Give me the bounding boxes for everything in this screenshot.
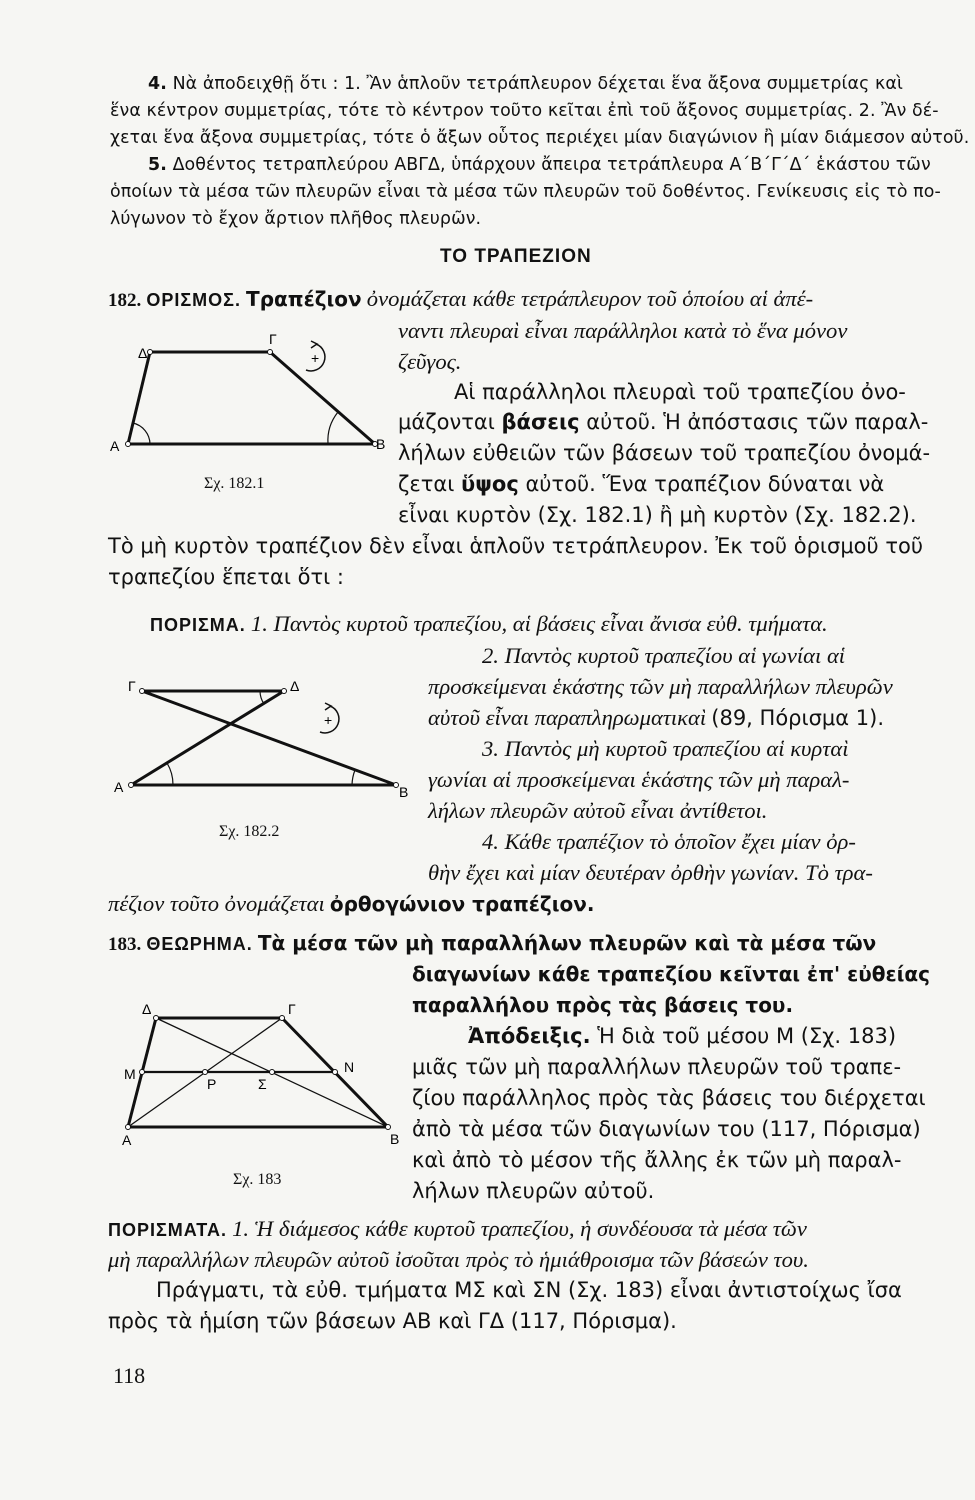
porisma-4-line-3: πέζιον τοῦτο ὀνομάζεται ὀρθογώνιον τραπέζιον. [108, 891, 595, 916]
definition-182-heading [108, 286, 813, 312]
porismata-tag: ΠΟΡΙΣΜΑΤΑ. [108, 1220, 227, 1240]
fig1-label-D: Δ [138, 345, 148, 361]
fig2-label-G: Γ [128, 678, 136, 694]
porisma-2-line-3: αὐτοῦ εἶναι παραπληρωματικαὶ (89, Πόρισμα 1). [428, 705, 885, 730]
porisma-4-line-2: θὴν ἔχει καὶ μίαν δευτέραν ὀρθὴν γωνίαν. Τὸ τρα- [428, 860, 873, 885]
section-number-182: 182. [108, 290, 142, 311]
porismata-line-1: ΠΟΡΙΣΜΑΤΑ. 1. Ἡ διάμεσος κάθε κυρτοῦ τραπεζίου, ἡ συνδέουσα τὰ μέσα τῶν [108, 1216, 807, 1241]
fig2-label-B: Β [399, 784, 409, 800]
porisma-3-line-1: 3. Παντὸς μὴ κυρτοῦ τραπεζίου αἱ κυρταὶ [482, 736, 849, 761]
fig2-angle-B [352, 770, 355, 785]
fig1-vertex-A [126, 442, 131, 447]
fig2-label-A: Α [114, 779, 124, 795]
porisma-4-line-1: 4. Κάθε τραπέζιον τὸ ὁποῖον ἔχει μίαν ὀρ- [482, 829, 856, 854]
fig2-angle-D [260, 691, 264, 704]
proof-line-6: λήλων πλευρῶν αὐτοῦ. [412, 1179, 655, 1203]
fig3-point-N [333, 1070, 338, 1075]
proof-line-2: μιᾶς τῶν μὴ παραλλήλων πλευρῶν τοῦ τραπε- [412, 1055, 902, 1079]
exercise-5-line-2: ὁποίων τὰ μέσα τῶν πλευρῶν εἶναι τὰ μέσα τῶν πλευρῶν τοῦ δοθέντος. Γενίκευσις εἰς τὸ πο- [110, 182, 941, 202]
fig3-vertex-G [280, 1016, 285, 1021]
para-182-line-6: Τὸ μὴ κυρτὸν τραπέζιον δὲν εἶναι ἁπλοῦν τετράπλευρον. Ἐκ τοῦ ὁρισμοῦ τοῦ [108, 534, 923, 558]
para-182-line-2: μάζονται βάσεις αὐτοῦ. Ἡ ἀπόστασις τῶν παραλ- [398, 410, 929, 434]
definition-text-3: ζεῦγος. [398, 349, 462, 374]
porisma-2-line-1: 2. Παντὸς κυρτοῦ τραπεζίου αἱ γωνίαι αἱ [482, 643, 846, 668]
fig3-label-B: Β [390, 1131, 400, 1147]
definition-text-1: ὀνομάζεται κάθε τετράπλευρον τοῦ ὁποίου αἱ ἀπέ- [366, 286, 814, 311]
exercise-4-line-3: χεται ἕνα ἄξονα συμμετρίας, τότε ὁ ἄξων οὗτος περιέχει μίαν διαγώνιον ἢ μίαν διάμεσον αὐτοῦ. [110, 128, 970, 148]
proof-tag: Ἀπόδειξις. [468, 1024, 591, 1048]
porisma-2-line-2: προσκείμεναι ἑκάστης τῶν μὴ παραλλήλων πλευρῶν [428, 674, 893, 699]
porismata-line-2: μὴ παραλλήλων πλευρῶν αὐτοῦ ἰσοῦται πρὸς τὸ ἡμιάθροισμα τῶν βάσεών του. [108, 1247, 809, 1272]
exercise-5-line-1: 5. Δοθέντος τετραπλεύρου ΑΒΓΔ, ὑπάρχουν ἄπειρα τετράπλευρα Α΄Β΄Γ΄Δ΄ ἑκάστου τῶν [148, 155, 931, 175]
theorem-183-line-1: 183. ΘΕΩΡΗΜΑ. Τὰ μέσα τῶν μὴ παραλλήλων πλευρῶν καὶ τὰ μέσα τῶν [108, 931, 877, 955]
figure-183 [110, 1000, 410, 1170]
theorem-tag: ΘΕΩΡΗΜΑ. [146, 934, 253, 954]
definition-text-2: ναντι πλευραὶ εἶναι παράλληλοι κατὰ τὸ ἕνα μόνον [398, 318, 848, 343]
definition-tag: ΟΡΙΣΜΟΣ. [146, 290, 241, 310]
theorem-183-line-3: παραλλήλου πρὸς τὰς βάσεις του. [412, 993, 794, 1017]
exercise-4-number: 4. [148, 74, 167, 94]
fig3-label-S: Σ [258, 1076, 267, 1092]
fig2-angle-A [167, 763, 173, 785]
fig1-side-AD [128, 352, 150, 444]
exercise-4-line-1: 4. Νὰ ἀποδειχθῇ ὅτι : 1. Ἂν ἁπλοῦν τετράπλευρον δέχεται ἕνα ἄξονα συμμετρίας καὶ [148, 74, 903, 94]
proof-line-3: ζίου παράλληλος πρὸς τὰς βάσεις του διέρχεται [412, 1086, 926, 1110]
fig2-vertex-D [282, 689, 287, 694]
para-182-line-1: Αἱ παράλληλοι πλευραὶ τοῦ τραπεζίου ὀνο- [454, 380, 906, 404]
fig-182-1-caption: Σχ. 182.1 [204, 475, 265, 492]
porisma-line-1: ΠΟΡΙΣΜΑ. 1. Παντὸς κυρτοῦ τραπεζίου, αἱ βάσεις εἶναι ἄνισα εὐθ. τμήματα. [150, 611, 828, 636]
term-ypsos: ὕψος [461, 472, 519, 496]
exercise-5-number: 5. [148, 155, 167, 175]
fig3-label-N: Ν [344, 1059, 355, 1075]
fig3-vertex-B [386, 1125, 391, 1130]
porisma-tag: ΠΟΡΙΣΜΑ. [150, 615, 246, 635]
fig1-label-G: Γ [269, 331, 277, 347]
fig3-point-M [140, 1070, 145, 1075]
para-182-line-5: εἶναι κυρτὸν (Σχ. 182.1) ἢ μὴ κυρτὸν (Σχ. 182.2). [398, 503, 917, 527]
exercise-5-line-3: λύγωνον τὸ ἔχον ἄρτιον πλῆθος πλευρῶν. [110, 209, 482, 229]
section-number-183: 183. [108, 934, 142, 955]
fig3-point-S [270, 1070, 275, 1075]
figure-182-2 [110, 660, 420, 840]
para-182-line-3: λήλων εὐθειῶν τῶν βάσεων τοῦ τραπεζίου ὀνομά- [398, 441, 931, 465]
term-baseis: βάσεις [501, 410, 580, 434]
fig1-label-A: Α [110, 438, 120, 454]
fig2-vertex-B [394, 783, 399, 788]
para-182-line-7: τραπεζίου ἕπεται ὅτι : [108, 565, 344, 589]
term-orthogonion-trapezion: ὀρθογώνιον τραπέζιον. [329, 892, 595, 916]
para-182-line-4: ζεται ὕψος αὐτοῦ. Ἕνα τραπέζιον δύναται νὰ [398, 472, 885, 496]
exercise-4-line-2: ἕνα κέντρον συμμετρίας, τότε τὸ κέντρον τοῦτο κεῖται ἐπὶ τοῦ ἄξονος συμμετρίας. 2. Ἂν δέ- [110, 101, 939, 121]
term-trapezion: Τραπέζιον [246, 287, 362, 311]
fig3-vertex-A [126, 1125, 131, 1130]
fig1-angle-B [328, 412, 338, 444]
fig1-label-plus: + [311, 350, 320, 366]
proof-line-1: Ἀπόδειξις. Ἡ διὰ τοῦ μέσου Μ (Σχ. 183) [468, 1024, 897, 1048]
fig1-vertex-D [148, 350, 153, 355]
porisma-3-line-2: γωνίαι αἱ προσκείμεναι ἑκάστης τῶν μὴ παραλ- [428, 767, 850, 792]
fig2-vertex-A [129, 783, 134, 788]
fig2-label-plus: + [324, 712, 333, 728]
fig2-cross-AD [131, 691, 284, 785]
theorem-183-line-2: διαγωνίων κάθε τραπεζίου κεῖνται ἐπ' εὐθείας [412, 962, 930, 986]
fig3-vertex-D [154, 1016, 159, 1021]
fig2-cross-GB [142, 691, 396, 785]
porismata-para-line-2: πρὸς τὰ ἡμίση τῶν βάσεων ΑΒ καὶ ΓΔ (117, Πόρισμα). [108, 1309, 677, 1333]
fig1-angle-A [133, 423, 150, 444]
fig-183-caption: Σχ. 183 [233, 1171, 282, 1188]
section-title: ΤΟ ΤΡΑΠΕΖΙΟΝ [440, 246, 592, 267]
fig1-label-B: Β [376, 436, 386, 452]
fig3-label-G: Γ [288, 1001, 296, 1017]
fig2-label-D: Δ [290, 678, 300, 694]
porisma-3-line-3: λήλων πλευρῶν αὐτοῦ εἶναι ἀντίθετοι. [428, 798, 768, 823]
proof-line-4: ἀπὸ τὰ μέσα τῶν διαγωνίων του (117, Πόρισμα) [412, 1117, 921, 1141]
fig3-label-P: Ρ [207, 1076, 217, 1092]
proof-line-5: καὶ ἀπὸ τὸ μέσον τῆς ἄλλης ἐκ τῶν μὴ παραλ- [412, 1148, 902, 1172]
fig2-vertex-G [140, 689, 145, 694]
fig3-label-M: Μ [124, 1066, 136, 1082]
fig-182-2-caption: Σχ. 182.2 [219, 823, 280, 840]
fig3-label-A: Α [122, 1132, 132, 1148]
page-number: 118 [113, 1363, 146, 1388]
porismata-para-line-1: Πράγματι, τὰ εὐθ. τμήματα ΜΣ καὶ ΣΝ (Σχ. 183) εἶναι ἀντιστοίχως ἴσα [156, 1278, 902, 1302]
fig3-label-D: Δ [142, 1001, 152, 1017]
fig1-vertex-G [268, 350, 273, 355]
fig3-point-P [203, 1070, 208, 1075]
